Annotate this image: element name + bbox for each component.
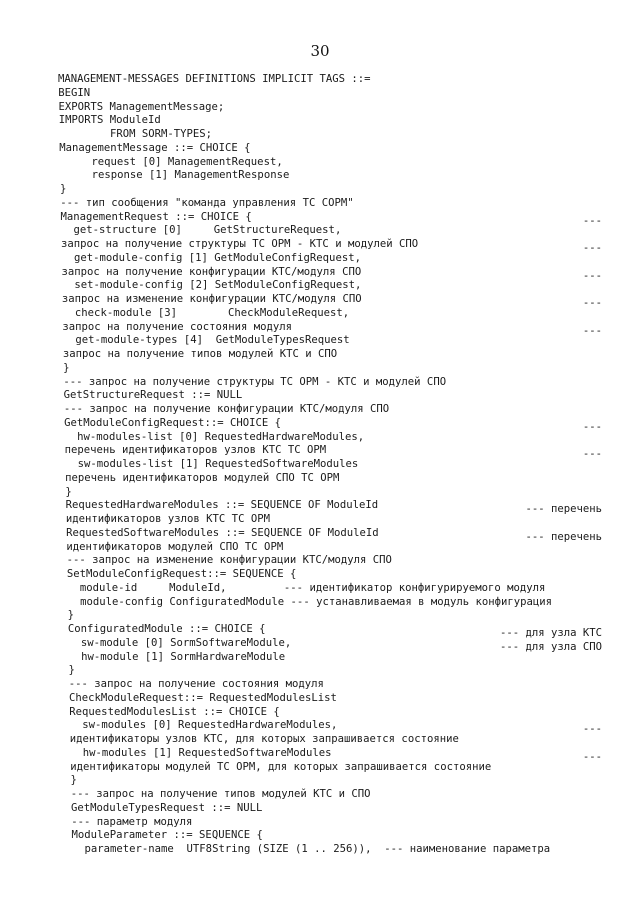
code-line: hw-modules-list [0] RequestedHardwareModules, [64,430,365,443]
code-line: response [1] ManagementResponse [59,169,290,182]
code-line: запрос на получение структуры ТС ОРМ - КТС и модулей СПО [60,238,419,250]
code-line: ModuleParameter ::= SEQUENCE { [71,829,263,842]
code-line: } [63,361,70,374]
code-line: GetStructureRequest ::= NULL [63,389,243,402]
code-line: --- запрос на изменение конфигурации КТС/модуля СПО [66,554,392,567]
code-line: } [65,485,72,498]
code-line: перечень идентификаторов модулей СПО ТС ОРМ [65,471,340,484]
code-line: hw-modules [1] RequestedSoftwareModules [70,746,332,759]
page-number: 30 [310,42,330,60]
code-line-comment: --- перечень [525,503,602,516]
code-line: RequestedModulesList ::= CHOICE { [69,705,280,718]
code-line: --- тип сообщения "команда управления ТС СОРМ" [60,196,354,209]
code-line-comment: --- [582,324,602,337]
code-line: ManagementMessage ::= CHOICE { [59,141,251,154]
code-line: } [59,183,67,195]
code-line: --- запрос на получение типов модулей КТС и СПО [70,788,371,800]
code-line: sw-modules-list [1] RequestedSoftwareModules [64,458,359,470]
code-line-comment: --- для узла КТС [499,627,602,639]
code-line: module-id ModuleId, --- идентификатор конфигурируемого модуля [67,581,546,594]
code-line: set-module-config [2] SetModuleConfigRequest, [61,279,362,292]
code-line-comment: --- [582,723,602,736]
code-line: GetModuleTypesRequest ::= NULL [71,801,263,814]
code-line-comment: --- [582,420,602,433]
code-line: sw-modules [0] RequestedHardwareModules, [69,719,338,732]
code-line: request [0] ManagementRequest, [59,155,283,168]
code-line: перечень идентификаторов узлов КТС ТС ОРМ [64,444,327,457]
code-line: get-structure [0] GetStructureRequest, [60,224,342,237]
code-line: ConfiguratedModule ::= CHOICE { [67,623,266,635]
code-line: --- параметр модуля [71,815,193,828]
code-line: ManagementRequest ::= CHOICE { [60,210,252,223]
code-line-comment: --- [582,448,602,461]
code-line: идентификаторы модулей ТС ОРМ, для которых запрашивается состояние [70,760,492,773]
code-line: IMPORTS ModuleId [58,114,161,127]
code-line: запрос на получение конфигурации КТС/модуля СПО [61,265,362,278]
code-line: get-module-types [4] GetModuleTypesRequest [62,334,350,347]
code-line: RequestedHardwareModules ::= SEQUENCE OF ModuleId [65,499,379,512]
code-line: --- запрос на получение структуры ТС ОРМ - КТС и модулей СПО [63,375,447,388]
code-line: EXPORTS ManagementMessage; [58,100,225,113]
code-line-comment: --- перечень [525,530,602,543]
code-line-comment: --- [582,297,602,309]
code-line: hw-module [1] SormHardwareModule [68,650,286,663]
code-line: module-config ConfiguratedModule --- устанавливаемая в модуль конфигурация [67,595,553,608]
code-line: BEGIN [58,86,91,99]
code-line-comment: --- [582,269,602,282]
code-line-comment: --- [582,750,602,763]
code-line: GetModuleConfigRequest::= CHOICE { [64,416,281,429]
code-line: --- запрос на получение конфигурации КТС/модуля СПО [63,403,390,415]
code-line: FROM SORM-TYPES; [58,128,213,140]
code-line-comment: --- [582,242,602,254]
code-line: SetModuleConfigRequest::= SEQUENCE { [66,568,297,580]
code-line: идентификаторы узлов КТС, для которых запрашивается состояние [69,733,459,745]
code-line: RequestedSoftwareModules ::= SEQUENCE OF ModuleId [66,526,379,539]
code-line: CheckModuleRequest::= RequestedModulesList [69,691,337,704]
code-line-comment: --- для узла СПО [499,640,602,653]
code-line: запрос на получение состояния модуля [62,320,293,333]
code-line: --- запрос на получение состояния модуля [68,678,324,690]
code-line: идентификаторов узлов КТС ТС ОРМ [65,513,270,525]
code-line: } [70,774,77,787]
code-line: } [67,609,74,622]
code-line: запрос на изменение конфигурации КТС/модуля СПО [61,293,362,305]
code-line: идентификаторов модулей СПО ТС ОРМ [66,540,284,553]
code-line: запрос на получение типов модулей КТС и СПО [62,348,338,360]
code-line: MANAGEMENT-MESSAGES DEFINITIONS IMPLICIT TAGS ::= [58,73,371,85]
code-line: check-module [3] CheckModuleRequest, [62,306,350,319]
code-line: parameter-name UTF8String (SIZE (1 .. 256)), --- наименование параметра [71,843,551,855]
code-line: } [68,664,75,677]
code-line: get-module-config [1] GetModuleConfigRequest, [61,251,361,264]
code-line-comment: --- [582,214,602,227]
code-line: sw-module [0] SormSoftwareModule, [68,636,292,649]
